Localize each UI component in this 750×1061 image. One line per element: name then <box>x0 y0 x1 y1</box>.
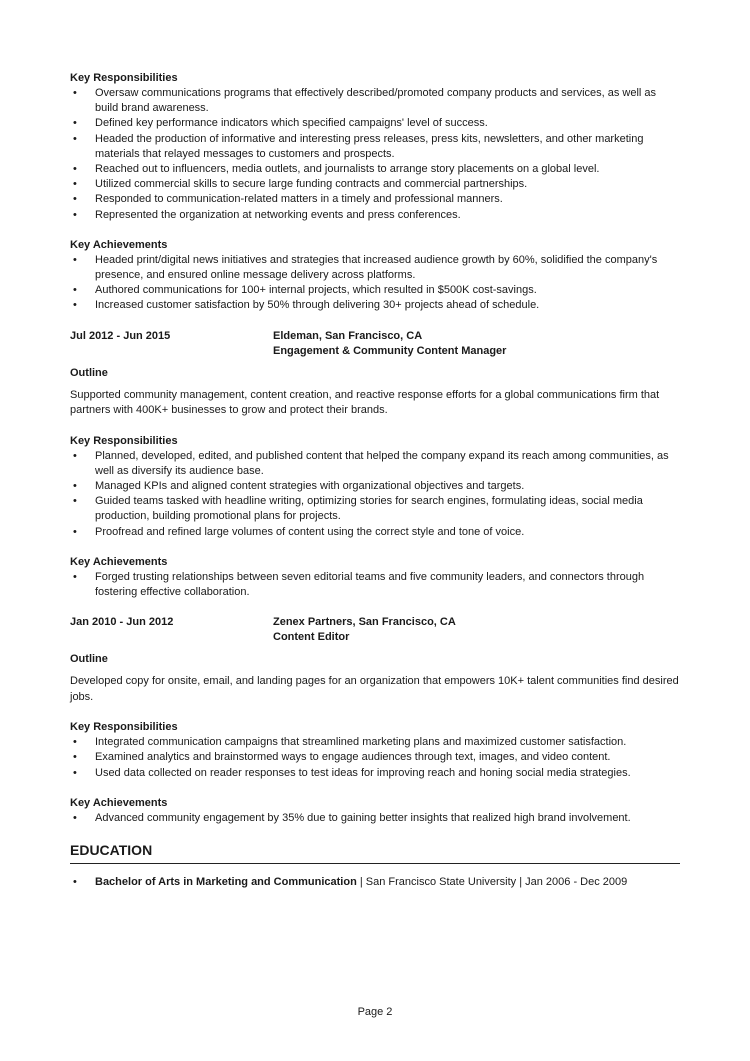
outline-heading: Outline <box>70 653 108 666</box>
achievements-list <box>70 811 680 826</box>
resume-page <box>70 71 680 890</box>
outline-text: Supported community management, content creation, and reactive response efforts for a global communications firm that partners with 400K+ businesses to grow and protect their brands. <box>70 388 660 417</box>
list-item: • Responded to communication-related matters in a timely and professional manners. <box>70 192 680 207</box>
list-item: • Increased customer satisfaction by 50% through delivering 30+ projects ahead of schedule. <box>70 298 680 313</box>
list-item: • Guided teams tasked with headline writing, optimizing stories for search engines, formulating ideas, social media production, building promotional plans for projects. <box>70 494 680 524</box>
job-1 <box>70 71 680 314</box>
job-dates: Jul 2012 - Jun 2015 <box>70 329 171 342</box>
list-item <box>70 875 680 890</box>
job-company: Eldeman, San Francisco, CA <box>273 329 423 342</box>
achievements-list <box>70 253 680 314</box>
job-dates: Jan 2010 - Jun 2012 <box>70 616 174 629</box>
education-list <box>70 875 680 890</box>
achievements-list <box>70 570 680 600</box>
list-item: • Forged trusting relationships between seven editorial teams and five community leaders, and connectors through fostering effective collaboration. <box>70 570 680 600</box>
degree-details: | San Francisco State University | Jan 2006 - Dec 2009 <box>356 876 628 889</box>
list-item: • Headed print/digital news initiatives and strategies that increased audience growth by 60%, solidified the company's presence, and ensured online message delivery across platforms. <box>70 253 680 283</box>
achievements-heading: Key Achievements <box>70 555 168 568</box>
list-item: • Headed the production of informative and interesting press releases, press kits, newsletters, and other marketing materials that relayed messages to customers and prospects. <box>70 132 680 162</box>
list-item: • Integrated communication campaigns that streamlined marketing plans and maximized customer satisfaction. <box>70 735 680 750</box>
page-number: Page 2 <box>357 1006 393 1018</box>
degree-name: Bachelor of Arts in Marketing and Communication <box>95 876 357 889</box>
outline-heading: Outline <box>70 366 108 379</box>
list-item: • Planned, developed, edited, and published content that helped the company expand its reach among communities, as well as diversify its audience base. <box>70 449 680 479</box>
achievements-heading: Key Achievements <box>70 796 168 809</box>
list-item: • Used data collected on reader responses to test ideas for improving reach and honing social media strategies. <box>70 766 680 781</box>
list-item: • Proofread and refined large volumes of content using the correct style and tone of voice. <box>70 525 680 540</box>
job-header <box>70 329 680 359</box>
achievements-heading: Key Achievements <box>70 238 168 251</box>
responsibilities-heading: Key Responsibilities <box>70 72 178 84</box>
list-item: • Oversaw communications programs that effectively described/promoted company products and services, as well as build brand awareness. <box>70 86 680 116</box>
list-item: • Reached out to influencers, media outlets, and journalists to arrange story placements on a global level. <box>70 162 680 177</box>
list-item: • Represented the organization at networking events and press conferences. <box>70 208 680 223</box>
section-title-education: EDUCATION <box>70 841 680 864</box>
list-item: • Authored communications for 100+ internal projects, which resulted in $500K cost-savings. <box>70 283 680 298</box>
job-company: Zenex Partners, San Francisco, CA <box>273 616 456 629</box>
job-title: Engagement & Community Content Manager <box>273 344 507 357</box>
list-item: • Examined analytics and brainstormed ways to engage audiences through text, images, and video content. <box>70 750 680 765</box>
list-item: • Defined key performance indicators which specified campaigns' level of success. <box>70 116 680 131</box>
job-3 <box>70 615 680 826</box>
responsibilities-heading: Key Responsibilities <box>70 434 178 447</box>
list-item: • Managed KPIs and aligned content strategies with organizational objectives and targets. <box>70 479 680 494</box>
outline-text: Developed copy for onsite, email, and landing pages for an organization that empowers 10K+ talent communities find desired jobs. <box>70 675 679 703</box>
education-section <box>70 841 680 890</box>
list-item: • Utilized commercial skills to secure large funding contracts and commercial partnerships. <box>70 177 680 192</box>
list-item: • Advanced community engagement by 35% due to gaining better insights that realized high brand involvement. <box>70 811 680 826</box>
responsibilities-heading: Key Responsibilities <box>70 721 178 734</box>
job-title: Content Editor <box>273 631 350 644</box>
responsibilities-list <box>70 449 680 540</box>
responsibilities-list <box>70 735 680 781</box>
responsibilities-list <box>70 86 680 223</box>
job-2 <box>70 329 680 601</box>
job-header <box>70 615 680 645</box>
